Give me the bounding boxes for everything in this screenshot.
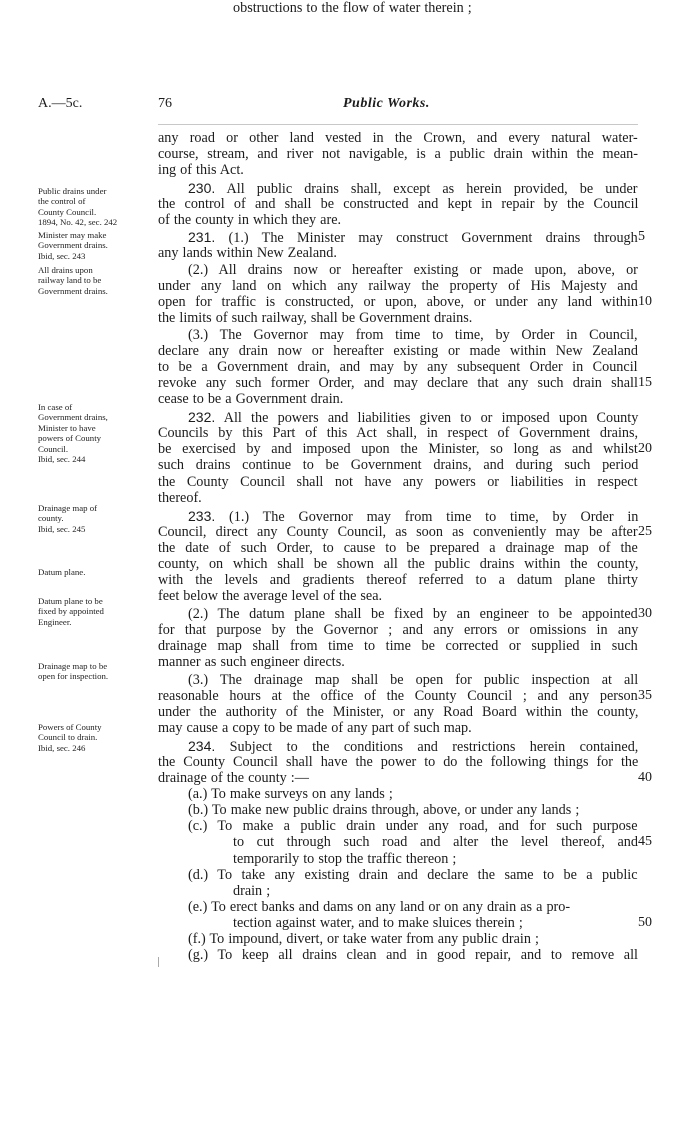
section-number: 232. (188, 409, 216, 425)
margin-note-line: Engineer. (38, 616, 72, 627)
line-number: 10 (638, 294, 652, 309)
body-line: drainage map shall from time to time be corrected or supplied in such (158, 638, 638, 654)
margin-note-line: railway land to be (38, 275, 102, 286)
line-number: 20 (638, 441, 652, 456)
body-line: of the county in which they are. (158, 212, 342, 228)
margin-note-line: Council to drain. (38, 732, 98, 743)
body-line: cease to be a Government drain. (158, 391, 344, 407)
line-number: 45 (638, 834, 652, 849)
margin-note-line: Public drains under (38, 186, 107, 196)
body-line: reasonable hours at the office of the County Council ; and any person (158, 688, 638, 704)
body-line: with the levels and gradients thereof referred to a datum plane thirty (158, 572, 638, 588)
body-line: temporarily to stop the traffic thereon ; (233, 851, 457, 867)
line-number: 25 (638, 524, 652, 539)
line-number: 30 (638, 606, 652, 621)
section-text: (1.) The Governor may from time to time, by Order in (215, 509, 639, 525)
body-line: ing of this Act. (158, 162, 244, 178)
margin-note-line: fixed by appointed (38, 606, 104, 617)
margin-note-line: the control of (38, 196, 86, 207)
body-line: drain ; (233, 883, 271, 899)
section-number: 233. (188, 508, 216, 524)
body-line: (3.) The drainage map shall be open for public inspection at all (188, 672, 639, 688)
body-line: (2.) All drains now or hereafter existing or made upon, above, or (188, 262, 638, 278)
body-line: the County Council shall not have any powers or liabilities in respect (158, 474, 638, 490)
body-line: declare any drain now or hereafter existing or made within New Zealand (158, 343, 638, 359)
margin-note-line: Government drains, (38, 412, 108, 423)
body-line: such drains continue to be Government drains, and during such period (158, 457, 639, 473)
body-line: (2.) The datum plane shall be fixed by an engineer to be appointed (188, 606, 638, 622)
body-line (188, 180, 638, 197)
margin-note-line: Ibid, sec. 245 (38, 523, 86, 534)
section-number: 230. (188, 180, 216, 196)
margin-note-line: All drains upon (38, 265, 93, 275)
header-rule (158, 124, 638, 125)
margin-note-line: Minister to have (38, 422, 96, 433)
body-line: the date of such Order, to cause to be prepared a drainage map of the (158, 540, 638, 556)
body-line: Councils by this Part of this Act shall, in respect of Government drains, (158, 425, 639, 441)
body-line: to cut through such road and alter the level thereof, and (233, 834, 638, 850)
line-number: 35 (638, 688, 652, 703)
body-line: (f.) To impound, divert, or take water from any public drain ; (188, 931, 539, 947)
body-line: be exercised by and imposed upon the Minister, so long as and whilst (158, 441, 638, 457)
body-line: (c.) To make a public drain under any road, and for such purpose (188, 818, 638, 834)
margin-note-line: open for inspection. (38, 671, 109, 682)
body-line: to be a Government drain, and may by any subsequent Order in Council (158, 359, 638, 375)
body-line: the limits of such railway, shall be Government drains. (158, 310, 473, 326)
body-line: (e.) To erect banks and dams on any land or on any drain as a pro- (188, 899, 571, 915)
body-line: (b.) To make new public drains through, above, or under any lands ; (188, 802, 580, 818)
body-line: revoke any such former Order, and may declare that any such drain shall (158, 375, 638, 391)
margin-note-line: Minister may make (38, 230, 107, 240)
line-number: 40 (638, 770, 652, 785)
margin-note-line: powers of County (38, 433, 102, 444)
margin-note-line: Datum plane to be (38, 596, 103, 606)
body-line: (d.) To take any existing drain and declare the same to be a public (188, 867, 638, 883)
body-line: manner as such engineer directs. (158, 654, 345, 670)
body-line: thereof. (158, 490, 202, 506)
margin-note-line: Drainage map to be (38, 661, 108, 671)
body-line: (g.) To keep all drains clean and in good repair, and to remove all (188, 947, 638, 963)
margin-note-line: Powers of County (38, 722, 102, 732)
body-line: tection against water, and to make sluices therein ; (233, 915, 523, 931)
body-line: open for traffic is constructed, or upon, above, or under any land within (158, 294, 638, 310)
body-line: for that purpose by the Governor ; and any errors or omissions in any (158, 622, 639, 638)
body-line: under the authority of the Minister, or any Road Board within the county, (158, 704, 639, 720)
body-line: under any land on which any railway the property of His Majesty and (158, 278, 638, 294)
line-number: 15 (638, 375, 652, 390)
margin-note-line: county. (38, 513, 64, 524)
margin-note-line: Drainage map of (38, 503, 98, 513)
section-text: (1.) The Minister may construct Government drains through (215, 230, 638, 246)
section-text: All public drains shall, except as herein provided, be under (215, 181, 638, 197)
margin-note-line: In case of (38, 402, 73, 412)
margin-note-line: Government drains. (38, 240, 108, 251)
margin-note-line: Ibid, sec. 243 (38, 250, 86, 261)
section-text: Subject to the conditions and restrictions herein contained, (215, 739, 639, 755)
margin-note-line: 1894, No. 42, sec. 242 (38, 217, 118, 228)
body-line: course, stream, and river not navigable, is a public drain within the mean- (158, 146, 639, 162)
body-line: any lands within New Zealand. (158, 245, 337, 261)
body-line (188, 508, 638, 525)
section-number: 234. (188, 738, 216, 754)
section-text: All the powers and liabilities given to or imposed upon County (215, 410, 639, 426)
body-line: obstructions to the flow of water therein ; (233, 0, 472, 16)
page-number: 76 (158, 96, 172, 111)
margin-note-line: County Council. (38, 206, 97, 217)
running-title: Public Works. (343, 96, 430, 111)
line-number: 5 (638, 229, 645, 244)
margin-note-line: Datum plane. (38, 567, 86, 577)
body-line: may cause a copy to be made of any part of such map. (158, 720, 472, 736)
margin-note-line: Ibid, sec. 244 (38, 454, 86, 464)
margin-note-line: Government drains. (38, 285, 108, 296)
line-number: 50 (638, 915, 652, 930)
body-line (188, 738, 638, 755)
print-mark (158, 957, 163, 967)
body-line: the County Council shall have the power to do the following things for the (158, 754, 639, 770)
margin-note-line: Council. (38, 443, 69, 454)
body-line (188, 409, 638, 426)
body-line: drainage of the county :— (158, 770, 309, 786)
body-line: Council, direct any County Council, as soon as conveniently may be after (158, 524, 638, 540)
section-number: 231. (188, 229, 216, 245)
body-line: (3.) The Governor may from time to time, by Order in Council, (188, 327, 638, 343)
body-line: county, on which shall be shown all the public drains within the county, (158, 556, 639, 572)
body-line: (a.) To make surveys on any lands ; (188, 786, 393, 802)
body-line: feet below the average level of the sea. (158, 588, 383, 604)
document-reference: A.—5c. (38, 96, 83, 111)
margin-note-line: Ibid, sec. 246 (38, 742, 86, 753)
body-line (188, 229, 638, 246)
body-line: the control of and shall be constructed and kept in repair by the Council (158, 196, 639, 212)
body-line: any road or other land vested in the Crown, and every natural water- (158, 130, 638, 146)
